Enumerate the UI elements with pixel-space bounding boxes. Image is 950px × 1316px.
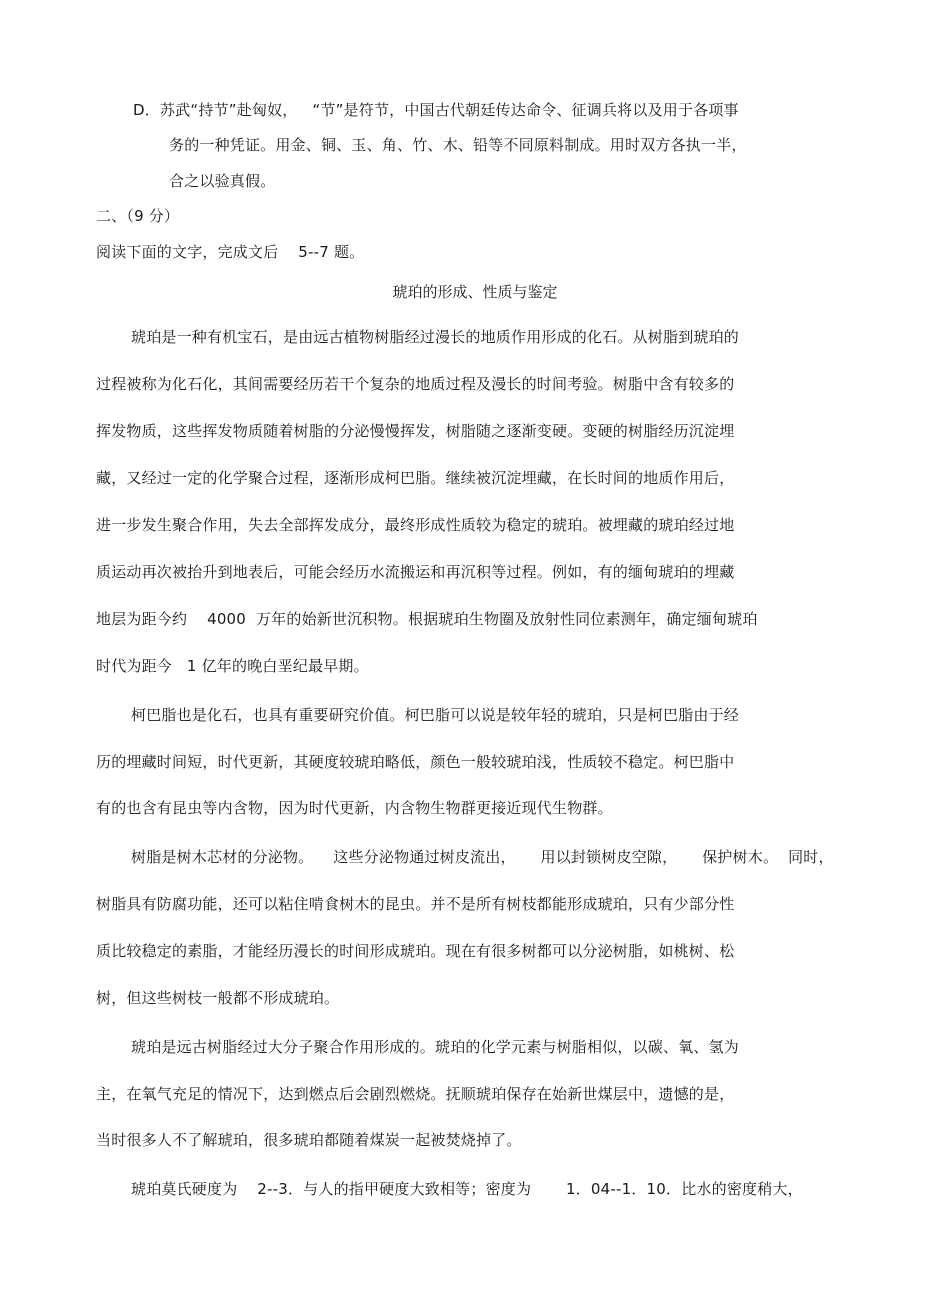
- paragraph-4-line-2: 主，在氧气充足的情况下，达到燃点后会剧烈燃烧。抚顺琥珀保存在始新世煤层中，遗憾的是，: [96, 1085, 735, 1103]
- paragraph-1-line-4: 藏，又经过一定的化学聚合过程，逐渐形成柯巴脂。继续被沉淀埋藏，在长时间的地质作用后，: [96, 469, 735, 487]
- paragraph-1-line-1: 琥珀是一种有机宝石，是由远古植物树脂经过漫长的地质作用形成的化石。从树脂到琥珀的: [131, 328, 740, 346]
- paragraph-1-line-8: 时代为距今 1 亿年的晚白垩纪最早期。: [96, 657, 369, 675]
- paragraph-1-line-5: 进一步发生聚合作用，失去全部挥发成分，最终形成性质较为稳定的琥珀。被埋藏的琥珀经过地: [96, 516, 735, 534]
- paragraph-1-line-7: 地层为距今约 4000 万年的始新世沉积物。根据琥珀生物圈及放射性同位素测年，确定缅甸琥珀: [96, 610, 758, 628]
- option-d-line-2: 务的一种凭证。用金、铜、玉、角、竹、木、铅等不同原料制成。用时双方各执一半，: [169, 136, 747, 154]
- paragraph-3-line-4: 树，但这些树枝一般都不形成琥珀。: [96, 989, 340, 1007]
- paragraph-3-line-2: 树脂具有防腐功能，还可以粘住啃食树木的昆虫。并不是所有树枝都能形成琥珀，只有少部分性: [96, 895, 735, 913]
- paragraph-2-line-2: 历的埋藏时间短，时代更新，其硬度较琥珀略低，颜色一般较琥珀浅，性质较不稳定。柯巴脂中: [96, 753, 735, 771]
- paragraph-2-line-3: 有的也含有昆虫等内含物，因为时代更新，内含物生物群更接近现代生物群。: [96, 799, 613, 817]
- paragraph-3-line-1: 树脂是树木芯材的分泌物。 这些分泌物通过树皮流出， 用以封锁树皮空隙， 保护树木。 同时，: [131, 848, 834, 866]
- paragraph-5-line-1: 琥珀莫氏硬度为 2--3．与人的指甲硬度大致相等；密度为 1．04--1．10．比水的密度稍大，: [131, 1180, 803, 1198]
- option-d-line-1: D．苏武“持节”赴匈奴， “节”是符节，中国古代朝廷传达命令、征调兵将以及用于各项事: [133, 101, 739, 119]
- paragraph-2-line-1: 柯巴脂也是化石，也具有重要研究价值。柯巴脂可以说是较年轻的琥珀，只是柯巴脂由于经: [131, 706, 740, 724]
- paragraph-3-line-3: 质比较稳定的素脂，才能经历漫长的时间形成琥珀。现在有很多树都可以分泌树脂，如桃树、松: [96, 942, 735, 960]
- paragraph-4-line-1: 琥珀是远古树脂经过大分子聚合作用形成的。琥珀的化学元素与树脂相似，以碳、氧、氢为: [131, 1038, 740, 1056]
- paragraph-1-line-6: 质运动再次被抬升到地表后，可能会经历水流搬运和再沉积等过程。例如，有的缅甸琥珀的埋藏: [96, 563, 735, 581]
- option-d-line-3: 合之以验真假。: [169, 172, 276, 190]
- section-heading: 二、（9 分）: [96, 207, 180, 225]
- article-title: 琥珀的形成、性质与鉴定: [392, 283, 558, 301]
- paragraph-1-line-2: 过程被称为化石化，其间需要经历若干个复杂的地质过程及漫长的时间考验。树脂中含有较多的: [96, 375, 735, 393]
- paragraph-4-line-3: 当时很多人不了解琥珀，很多琥珀都随着煤炭一起被焚烧掉了。: [96, 1131, 522, 1149]
- section-instruction: 阅读下面的文字，完成文后 5--7 题。: [96, 243, 365, 261]
- paragraph-1-line-3: 挥发物质，这些挥发物质随着树脂的分泌慢慢挥发，树脂随之逐渐变硬。变硬的树脂经历沉淀埋: [96, 422, 735, 440]
